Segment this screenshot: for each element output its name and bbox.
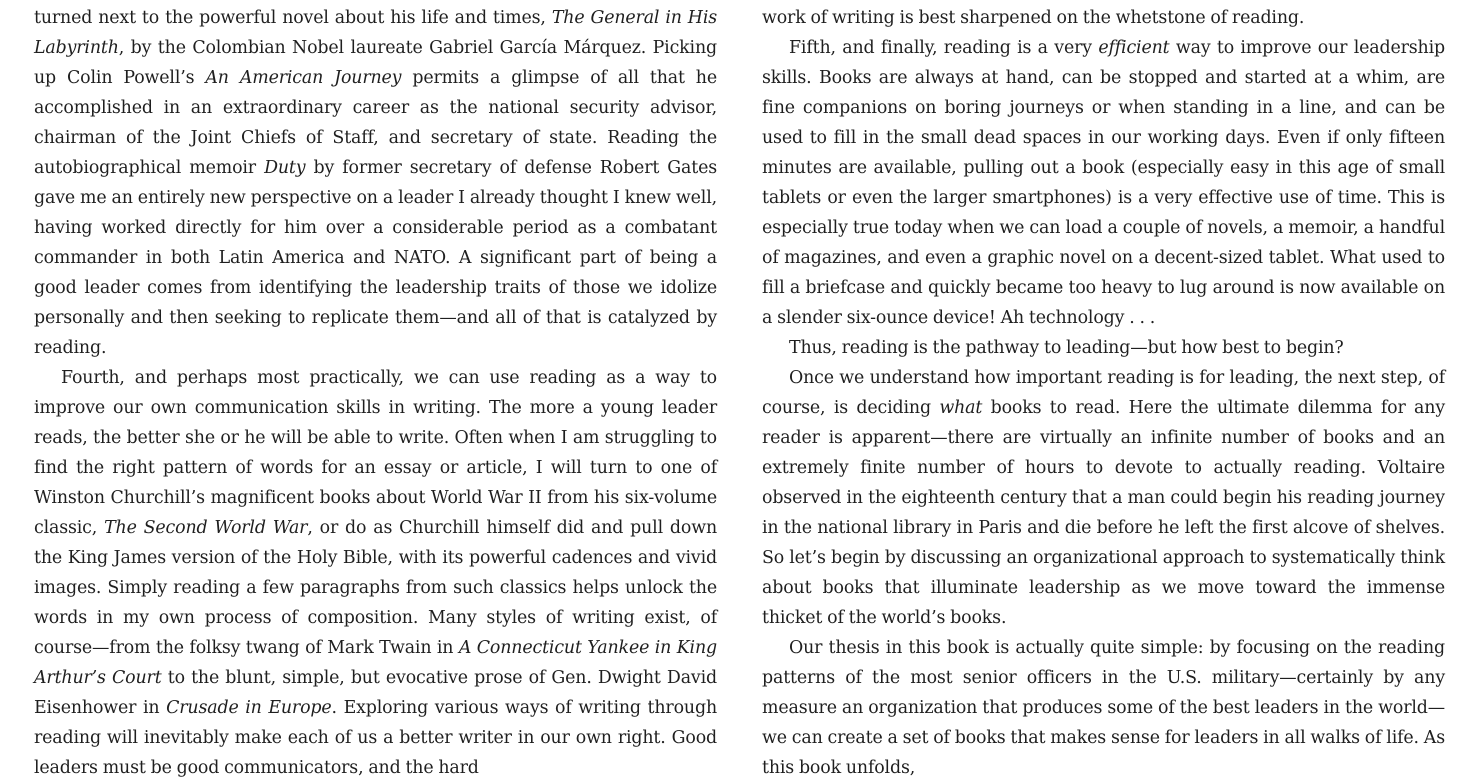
emphasis: what [939,398,983,418]
text-run: way to improve our leadership skills. Books are always at hand, can be stopped and started at a whim, are fine companions on boring journeys or when standing in a line, and can be used to fill in the small dead spaces in our working days. Even if only fifteen minutes are available, pulling out a book (especially easy in this age of small tablets or even the larger smartphones) is a very effective use of time. This is especially true today when we can load a couple of novels, a memoir, a handful of magazines, and even a graphic novel on a decent-sized tablet. What used to fill a briefcase and quickly became too heavy to lug around is now available on a slender six-ounce device! Ah technology . . . [762,38,1445,328]
text-run: turned next to the powerful novel about his life and times, [34,8,552,28]
paragraph-continued [34,3,717,363]
book-title: An American Journey [205,68,402,88]
paragraph-fifth [762,33,1445,333]
left-column [34,3,717,783]
book-title: A Connecticut Yankee in King Arthur’s Court [34,638,717,688]
right-column [762,3,1445,783]
text-run: Once we understand how important reading is for leading, the next step, of course, is deciding [762,368,1445,418]
text-run: Fifth, and finally, reading is a very [789,38,1099,58]
text-run: by former secretary of defense Robert Gates gave me an entirely new perspective on a leader I already thought I knew well, having worked directly for him over a considerable period as a combatant commander in both Latin America and NATO. A significant part of being a good leader comes from identifying the leadership traits of those we idolize personally and then seeking to replicate them—and all of that is catalyzed by reading. [34,158,717,358]
text-run: . Exploring various ways of writing through reading will inevitably make each of us a better writer in our own right. Good leaders must be good communicators, and the hard [34,698,717,778]
text-run: to the blunt, simple, but evocative prose of Gen. Dwight David Eisenhower in [34,668,718,718]
book-title: The Second World War [104,518,308,538]
book-title: The General in His Labyrinth [34,8,717,58]
text-run: Fourth, and perhaps most practically, we can use reading as a way to improve our own communication skills in writing. The more a young leader reads, the better she or he will be able to write. Often when I am struggling to find the right pattern of words for an essay or article, I will turn to one of Winston Churchill’s magnificent books about World War II from his six-volume classic, [34,368,717,538]
paragraph-continued: work of writing is best sharpened on the whetstone of reading. [762,8,1305,28]
emphasis: efficient [1098,38,1170,58]
paragraph-next-step [762,363,1445,633]
book-title: Duty [264,158,306,178]
paragraph-thesis: Our thesis in this book is actually quite simple: by focusing on the reading patterns of the most senior officers in the U.S. military—certainly by any measure an organization that produces some of the best leaders in the world—we can create a set of books that makes sense for leaders in all walks of life. As this book unfolds, [762,638,1445,778]
paragraph-question: Thus, reading is the pathway to leading—but how best to begin? [789,338,1344,358]
paragraph-fourth [34,363,717,783]
text-run: , or do as Churchill himself did and pull down the King James version of the Holy Bible, with its powerful cadences and vivid images. Simply reading a few paragraphs from such classics helps unlock the words in my own process of composition. Many styles of writing exist, of course—from the folksy twang of Mark Twain in [34,518,717,658]
book-title: Crusade in Europe [166,698,332,718]
text-run: permits a glimpse of all that he accomplished in an extraordinary career as the national security advisor, chairman of the Joint Chiefs of Staff, and secretary of state. Reading the autobiographical memoir [34,68,717,178]
text-run: , by the Colombian Nobel laureate Gabriel García Márquez. Picking up Colin Powell’s [34,38,717,88]
text-run: books to read. Here the ultimate dilemma for any reader is apparent—there are virtually an infinite number of books and an extremely finite number of hours to devote to actually reading. Voltaire observed in the eighteenth century that a man could begin his reading journey in the national library in Paris and die before he left the first alcove of shelves. So let’s begin by discussing an organizational approach to systematically think about books that illuminate leadership as we move toward the immense thicket of the world’s books. [762,398,1445,628]
